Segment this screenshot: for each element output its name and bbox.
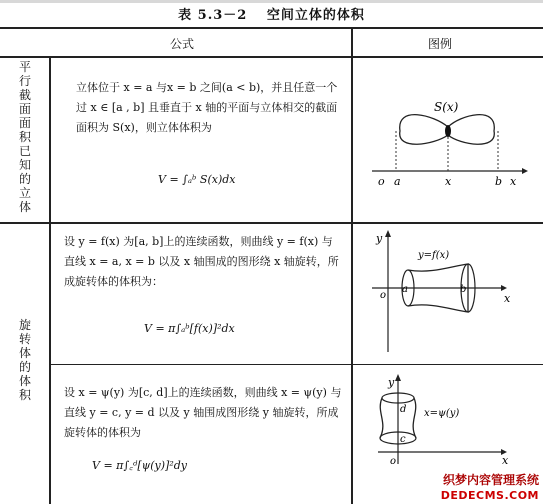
label-x: x [504,292,511,305]
table-top-rule [0,27,543,29]
section2-part2-formula: V = π∫꜀ᵈ[ψ(y)]²dy [92,459,187,472]
section2-part1-text: 设 y = f(x) 为[a, b]上的连续函数，则曲线 y = f(x) 与直线 x = a, x = b 以及 x 轴围成的图形绕 x 轴旋转，所成旋转体的体积为： [64,235,339,288]
cross-section [445,125,451,137]
label-origin: o [380,290,387,301]
label-x: x [502,454,509,467]
label-b: b [460,284,467,295]
y-axis-arrow [385,230,391,237]
section1-label: 平行截面面积已知的立体 [18,60,31,214]
section2-part1-formula: V = π∫ₐᵇ[f(x)]²dx [144,322,235,335]
label-a: a [402,284,408,295]
section1-figure [352,57,543,222]
label-c: c [400,434,406,445]
watermark-line1: 织梦内容管理系统 [442,473,539,487]
section2-part2-figure [352,366,543,470]
section2-label: 旋转体的体积 [18,318,31,402]
section1-formula: V = ∫ₐᵇ S(x)dx [158,173,236,186]
section1-text: 立体位于 x = a 与x = b 之间(a < b)，并且任意一个过 x ∈ [a , b] 且垂直于 x 轴的平面与立体相交的截面面积为 S(x)，则立体体积为 [76,81,338,134]
header-figure: 图例 [428,37,453,51]
header-formula: 公式 [170,37,195,51]
label-area: S(x) [434,100,459,114]
watermark-line2: DEDECMS.COM [440,489,539,502]
subsection-divider-rule [50,364,543,365]
x-axis-arrow [522,168,528,174]
section2-part1-figure [352,224,543,362]
label-a: a [394,175,401,188]
table-title: 表 5.3－2 空间立体的体积 [178,8,365,23]
label-b: b [495,175,503,188]
label-origin: o [390,456,397,467]
label-axis: x [510,175,517,188]
label-d: d [400,404,407,415]
label-origin: o [378,175,385,188]
top-strip [0,0,543,3]
label-column-rule [49,56,51,504]
label-x: x [445,175,452,188]
y-axis-arrow [395,374,401,381]
label-y: y [388,376,395,389]
label-curve: y=f(x) [418,250,450,261]
label-y: y [376,232,383,245]
section2-part2-text: 设 x = ψ(y) 为[c, d]上的连续函数，则曲线 x = ψ(y) 与直线 y = c, y = d 以及 y 轴围成图形绕 y 轴旋转，所成旋转体的体积为 [64,386,342,439]
left-profile [380,398,383,438]
right-profile [413,398,416,438]
x-axis-arrow [501,285,507,291]
label-curve: x=ψ(y) [424,408,460,419]
